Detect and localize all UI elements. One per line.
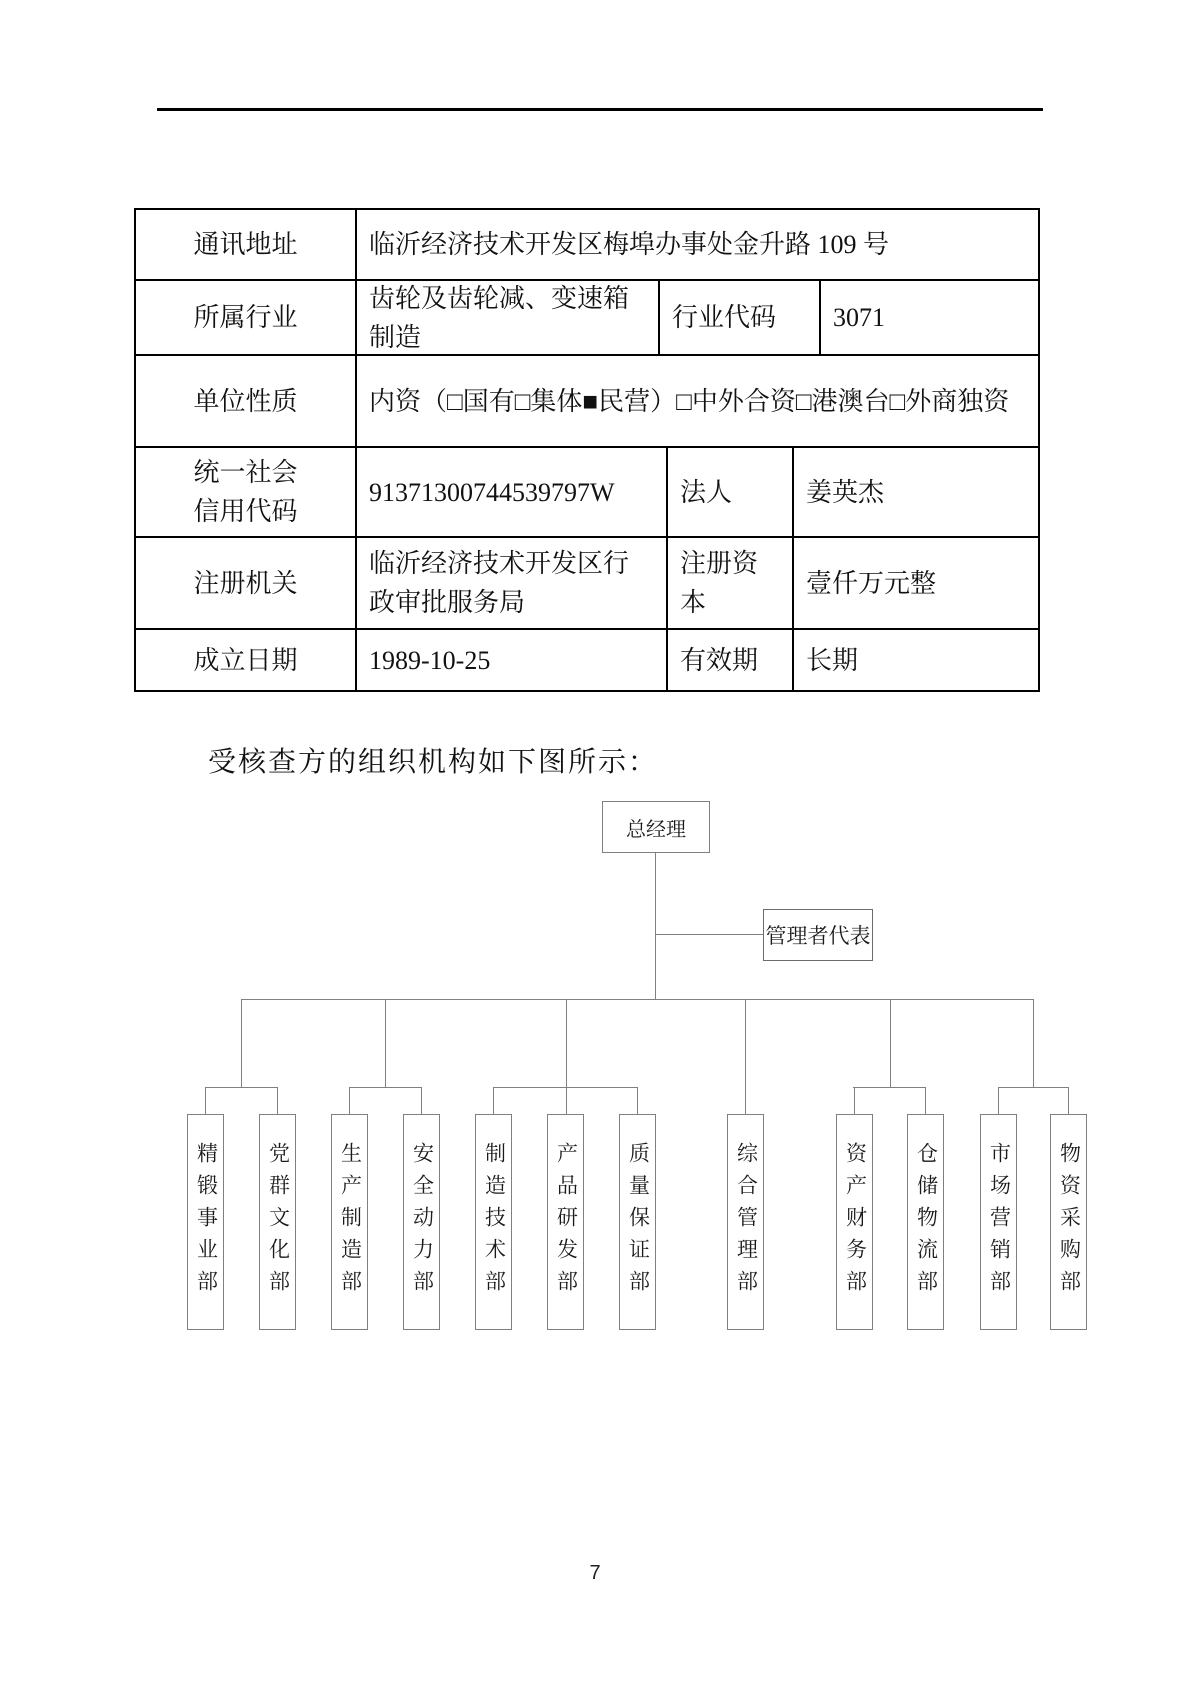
dept-box: 党群文化部 bbox=[259, 1114, 296, 1330]
connector-line bbox=[998, 1087, 1069, 1088]
row-label: 通讯地址 bbox=[193, 230, 298, 259]
row-sublabel: 注册资本 bbox=[680, 549, 759, 617]
dept-box: 安全动力部 bbox=[403, 1114, 440, 1330]
dept-box: 市场营销部 bbox=[980, 1114, 1017, 1330]
dept-box: 生产制造部 bbox=[331, 1114, 368, 1330]
connector-line bbox=[655, 853, 656, 999]
org-box-management-representative: 管理者代表 bbox=[763, 909, 873, 961]
row-subvalue: 姜英杰 bbox=[806, 477, 885, 507]
connector-line bbox=[205, 1087, 206, 1114]
row-value: 91371300744539797W bbox=[369, 477, 615, 507]
connector-line bbox=[854, 1087, 855, 1114]
org-chart-caption: 受核查方的组织机构如下图所示： bbox=[208, 747, 659, 778]
page-number: 7 bbox=[589, 1562, 601, 1584]
row-subvalue: 长期 bbox=[806, 645, 859, 675]
connector-line bbox=[349, 1087, 422, 1088]
row-label: 注册机关 bbox=[193, 568, 298, 598]
row-label: 所属行业 bbox=[193, 303, 298, 332]
dept-box: 仓储物流部 bbox=[907, 1114, 944, 1330]
connector-line bbox=[637, 1087, 638, 1114]
connector-line bbox=[385, 999, 386, 1087]
row-value: 1989-10-25 bbox=[369, 645, 491, 675]
row-value: 临沂经济技术开发区行政审批服务局 bbox=[369, 549, 630, 617]
dept-box: 综合管理部 bbox=[727, 1114, 764, 1330]
row-sublabel: 行业代码 bbox=[672, 303, 777, 332]
connector-line bbox=[656, 934, 763, 935]
connector-line bbox=[493, 1087, 494, 1114]
connector-line bbox=[890, 999, 891, 1087]
row-value: 临沂经济技术开发区梅埠办事处金升路 109 号 bbox=[369, 230, 890, 259]
dept-box: 资产财务部 bbox=[836, 1114, 873, 1330]
row-subvalue: 壹仟万元整 bbox=[806, 568, 937, 598]
connector-line bbox=[1068, 1087, 1069, 1114]
row-label: 单位性质 bbox=[193, 386, 298, 416]
connector-line bbox=[566, 999, 567, 1114]
row-value: 内资（□国有□集体■民营）□中外合资□港澳台□外商独资 bbox=[369, 386, 1010, 416]
connector-line bbox=[241, 999, 1034, 1000]
connector-line bbox=[421, 1087, 422, 1114]
dept-box: 物资采购部 bbox=[1050, 1114, 1087, 1330]
connector-line bbox=[745, 999, 746, 1114]
connector-line bbox=[277, 1087, 278, 1114]
connector-line bbox=[853, 1087, 926, 1088]
connector-line bbox=[493, 1087, 638, 1088]
connector-line bbox=[205, 1087, 278, 1088]
connector-line bbox=[998, 1087, 999, 1114]
dept-box: 质量保证部 bbox=[619, 1114, 656, 1330]
row-label: 成立日期 bbox=[193, 645, 298, 675]
row-subvalue: 3071 bbox=[833, 303, 885, 332]
row-sublabel: 有效期 bbox=[680, 645, 759, 675]
dept-box: 产品研发部 bbox=[547, 1114, 584, 1330]
connector-line bbox=[241, 999, 242, 1087]
dept-box: 制造技术部 bbox=[475, 1114, 512, 1330]
row-sublabel: 法人 bbox=[680, 477, 733, 507]
org-box-general-manager: 总经理 bbox=[602, 801, 710, 853]
row-label: 统一社会信用代码 bbox=[193, 458, 298, 526]
connector-line bbox=[925, 1087, 926, 1114]
connector-line bbox=[1033, 999, 1034, 1087]
row-value: 齿轮及齿轮减、变速箱制造 bbox=[369, 283, 630, 352]
connector-line bbox=[349, 1087, 350, 1114]
dept-box: 精锻事业部 bbox=[187, 1114, 224, 1330]
